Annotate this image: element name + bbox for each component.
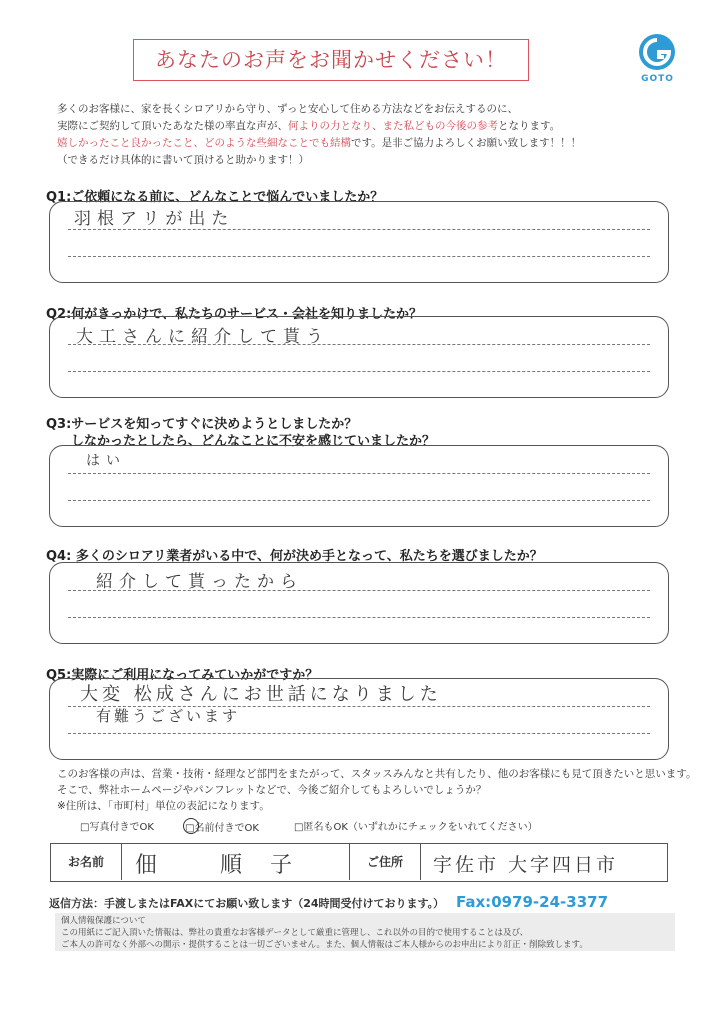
name-value[interactable]: 佃 順子 bbox=[135, 853, 320, 878]
page-title: あなたのお声をお聞かせください！ bbox=[133, 39, 529, 81]
intro-line-3 bbox=[57, 135, 581, 150]
consent-line-2: そこで、弊社ホームページやパンフレットなどで、今後ご紹介してもよろしいでしょうか？ bbox=[57, 784, 487, 796]
answer-box-3[interactable] bbox=[49, 445, 669, 527]
customer-info-table bbox=[50, 843, 668, 882]
intro-line-1: 多くのお客様に、家を長くシロアリから守り、ずっと安心して住める方法などをお伝えするのに、 bbox=[57, 103, 518, 115]
question-2-label: Q2:何がきっかけで、私たちのサービス・会社を知りましたか？ bbox=[46, 307, 423, 322]
answer-2-line-1: 大工さんに紹介して貰う bbox=[76, 327, 329, 347]
consent-line-3: ※住所は、「市町村」単位の表記になります。 bbox=[57, 800, 270, 812]
question-3-label: Q3:サービスを知ってすぐに決めようとしましたか？ bbox=[46, 417, 358, 432]
answer-5-line-2: 有難うございます bbox=[96, 707, 241, 725]
name-label: お名前 bbox=[51, 844, 122, 880]
reply-text: 返信方法：手渡しまたはFAXにてお願い致します（24時間受付けております。） bbox=[49, 897, 445, 910]
privacy-line-2: ご本人の許可なく外部への開示・提供することは一切ございません。また、個人情報はご本人様からのお申出により訂正・削除致します。 bbox=[61, 940, 588, 950]
answer-box-5[interactable] bbox=[49, 678, 669, 760]
checkbox-photo-ok[interactable]: □写真付きでOK bbox=[80, 822, 154, 833]
intro-text: です。是非ご協力よろしくお願い致します！！！ bbox=[351, 137, 582, 149]
address-value[interactable]: 宇佐市 大字四日市 bbox=[433, 854, 619, 876]
intro-text: 実際にご契約して頂いたあなた様の率直な声が、 bbox=[57, 120, 288, 132]
intro-highlight: 何よりの力となり、また私どもの今後の参考 bbox=[288, 120, 498, 132]
reply-method bbox=[49, 893, 608, 911]
question-5-label: Q5:実際にご利用になってみていかがですか？ bbox=[46, 668, 319, 683]
question-4-label: Q4: 多くのシロアリ業者がいる中で、何が決め手となって、私たちを選びましたか？ bbox=[46, 549, 543, 564]
fax-label: Fax: bbox=[456, 893, 492, 911]
question-1-label: Q1:ご依頼になる前に、どんなことで悩んでいましたか？ bbox=[46, 190, 384, 205]
checkbox-anonymous-ok[interactable]: □匿名もOK（いずれかにチェックをいれてください） bbox=[294, 822, 538, 833]
checkbox-name-ok-label: □名前付きでOK bbox=[185, 823, 259, 834]
checkbox-name-ok[interactable] bbox=[183, 818, 259, 834]
answer-5-line-1: 大変 松成さんにお世話になりました bbox=[80, 684, 442, 705]
answer-3-line-1: はい bbox=[86, 453, 126, 469]
answer-4-line-1: 紹介して貰ったから bbox=[96, 572, 303, 592]
privacy-notice bbox=[55, 913, 675, 951]
privacy-line-1: この用紙にご記入頂いた情報は、弊社の貴重なお客様データとして厳重に管理し、これ以外の目的で使用することは及び、 bbox=[61, 928, 529, 938]
logo-text: GOTO bbox=[641, 74, 674, 84]
answer-box-4[interactable] bbox=[49, 562, 669, 644]
answer-box-2[interactable] bbox=[49, 316, 669, 398]
answer-box-1[interactable] bbox=[49, 201, 669, 283]
intro-line-4: （できるだけ具体的に書いて頂けると助かります！） bbox=[57, 154, 309, 166]
consent-line-1: このお客様の声は、営業・技術・経理など部門をまたがって、スタッスみんなと共有したり、他のお客様にも見て頂きたいと思います。 bbox=[57, 768, 697, 780]
intro-line-2 bbox=[57, 118, 560, 133]
intro-text: となります。 bbox=[498, 120, 561, 132]
answer-1-line-1: 羽根アリが出た bbox=[74, 209, 235, 229]
privacy-title: 個人情報保護について bbox=[61, 916, 146, 926]
intro-highlight: 嬉しかったこと良かったこと、どのような些細なことでも結構 bbox=[57, 137, 351, 149]
address-label: ご住所 bbox=[349, 844, 421, 880]
fax-number: 0979-24-3377 bbox=[491, 893, 609, 911]
question-3-label-2: しなかったとしたら、どんなことに不安を感じていましたか？ bbox=[71, 434, 436, 449]
